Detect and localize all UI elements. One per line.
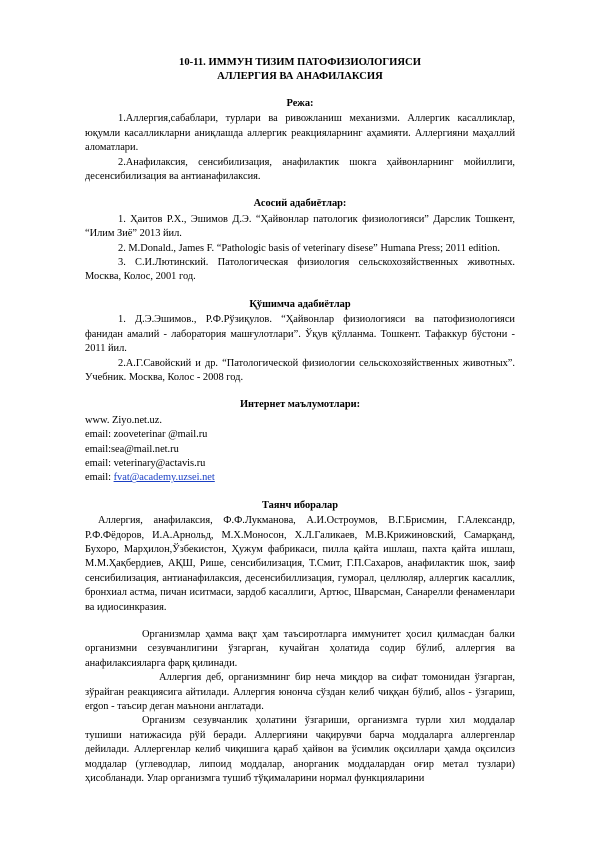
document-page: [85, 56, 515, 786]
body-paragraph-2: Аллергия деб, организмнинг бир неча миқдор ва сифат томонидан ўзгарган, зўрайган реакциясига айтилади. Аллергия юнонча сўздан келиб чиққан бўлиб, allos - ўзгариш, ergon - таъсир деган маънони англатади.: [85, 672, 515, 713]
title-line-1: 10-11. ИММУН ТИЗИМ ПАТОФИЗИОЛОГИЯСИ: [179, 57, 421, 68]
keywords-heading: Таянч иборалар: [261, 499, 339, 511]
keywords-text: Аллергия, анафилаксия, Ф.Ф.Лукманова, А.И.Остроумов, В.Г.Брисмин, Г.Александр, Р.Ф.Фёдоров, И.А.Арнольд, М.Х.Моносон, Х.Л.Галикаев, М.В.Крижиновский, Самарқанд, Бухоро, Марҳилон,Ўзбекистон, Ҳужум фабрикаси, пилла қайта ишлаш, пахта қайта ишлаш, М.М.Ҳақбердиев, АҚШ, Рише, сенсибилизация, Т.Смит, Г.П.Сахаров, анафилактик шок, заиф сенсибилизация, антианафилаксия, десенсибиллизация, гуморал, целлюляр, аллергик касаллик, бронхиал астма, пичан иситмаси, зардоб касаллиги, Артюс, Шварсман, Санарелли фенаменлари ва идиосинкразия.: [85, 515, 515, 613]
plan-item-2: 2.Анафилаксия, сенсибилизация, анафилактик шокга ҳайвонларнинг мойиллиги, десенсибилизация ва антианафилаксия.: [85, 156, 515, 183]
extra-literature-item-1: 1. Д.Э.Эшимов., Р.Ф.Рўзиқулов. “Ҳайвонлар физиологияси ва патофизиологияси фанидан амалий - лаборатория машғулотлари”. Ўқув қўлланма. Тошкент. Тафаккур бўстони - 2011 йил.: [85, 314, 515, 355]
extra-literature-heading: Қўшимча адабиётлар: [249, 298, 351, 310]
body-paragraph-3: Организм сезувчанлик ҳолатини ўзгариши, организмга турли хил моддалар тушиши натижасида рўй беради. Аллергияни чақирувчи барча моддаларга аллергенлар дейилади. Аллергенлар келиб чиқишига қараб ҳайвон ва ўсимлик оқсиллари ҳамда оқсилсиз моддалар (углеводлар, липоид моддалар, анорганик моддалардан оғир метал тузлари) ҳисобланади. Улар организмга тушиб тўқималарини нормал функцияларини: [85, 715, 515, 785]
internet-heading: Интернет маълумотлари:: [239, 399, 361, 411]
plan-heading: Режа:: [286, 98, 314, 109]
plan-item-1: 1.Аллергия,сабаблари, турлари ва ривожланиш механизми. Аллергик касалликлар, юқумли касалликларни аниқлашда аллергик реакцияларнинг аҳамияти. Аллергияни маҳаллий аломатлари.: [85, 113, 515, 154]
main-literature-item-3: 3. С.И.Лютинский. Патологическая физиология сельскохозяйственных животных. Москва, Колос, 2001 год.: [85, 257, 515, 283]
main-literature-item-1: 1. Ҳаитов Р.Х., Эшимов Д.Э. “Ҳайвонлар патологик физиологияси” Дарслик Тошкент, “Илим Зиё” 2013 йил.: [85, 213, 515, 240]
internet-line-5: [85, 471, 515, 485]
title-line-2: АЛЛЕРГИЯ ВА АНАФИЛАКСИЯ: [217, 70, 383, 82]
internet-line-4: email: veterinary@actavis.ru: [85, 457, 206, 469]
internet-email-prefix: email:: [85, 472, 114, 484]
internet-line-1: www. Ziyo.net.uz.: [85, 414, 162, 426]
main-literature-heading: Асосий адабиётлар:: [253, 198, 347, 210]
main-literature-item-2: 2. M.Donald., James F. “Pathologic basis of veterinary disese” Humana Press; 2011 edition.: [118, 242, 501, 254]
internet-line-2: email: zooveterinar @mail.ru: [85, 429, 208, 441]
body-paragraph-1: Организмлар ҳамма вақт ҳам таъсиротларга иммунитет ҳосил қилмасдан балки организмни сезувчанлигини ўзгарган, кучайган ҳолатида содир бўлиб, аллергия ва анафилаксияларга фарқ қилинади.: [85, 629, 515, 669]
document-title: [85, 56, 515, 83]
internet-line-3: email:sea@mail.net.ru: [85, 443, 179, 455]
email-link[interactable]: fvat@academy.uzsei.net: [113, 472, 215, 484]
extra-literature-item-2: 2.А.Г.Савойский и др. “Патологической физиологии сельскохозяйственных животных”. Учебник. Москва, Колос - 2008 год.: [85, 357, 515, 383]
